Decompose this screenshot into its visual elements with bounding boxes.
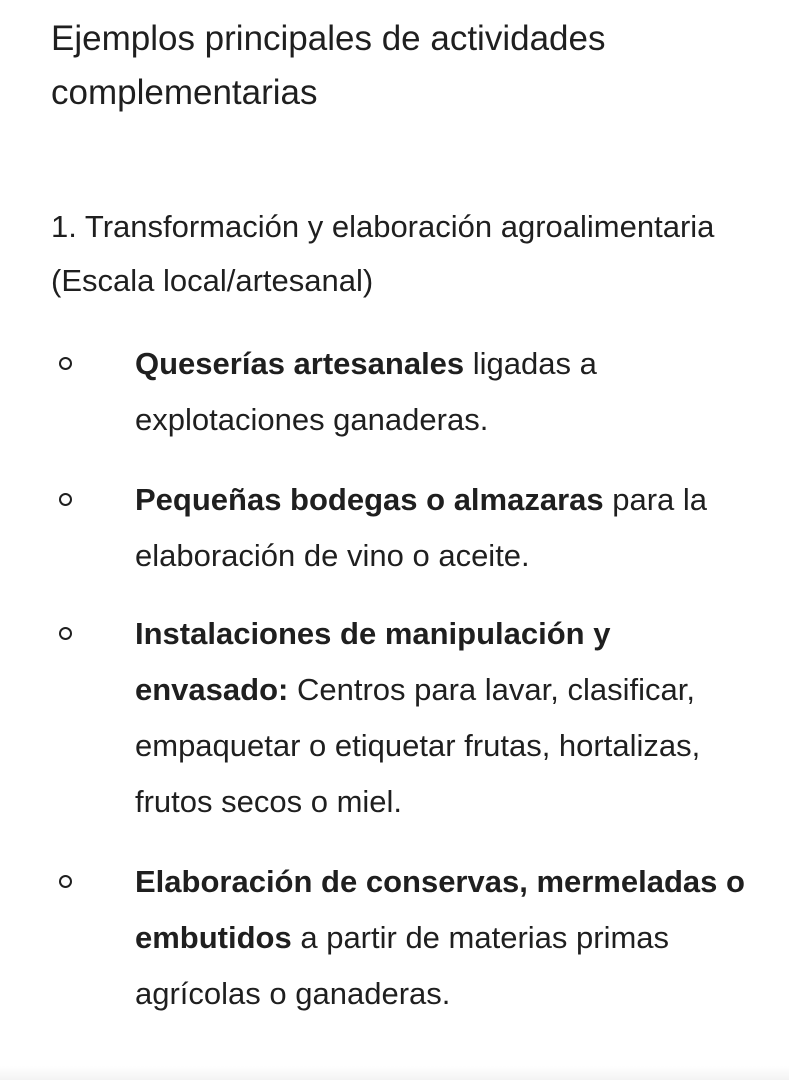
- list-item-bold: Elaboración de conservas, mermeladas o embutidos: [135, 864, 745, 955]
- section-title: 1. Transformación y elaboración agroalimentaria (Escala local/artesanal): [51, 209, 715, 298]
- hollow-circle-bullet-icon: [59, 627, 72, 640]
- list-item-body: a partir de materias primas agrícolas o ganaderas.: [135, 920, 670, 1011]
- list-item-body: ligadas a explotaciones ganaderas.: [135, 346, 597, 437]
- list-item-body: para la elaboración de vino o aceite.: [135, 482, 708, 573]
- list-item-body: Centros para lavar, clasificar, empaquetar o etiquetar frutas, hortalizas, frutos secos o miel.: [135, 672, 701, 819]
- list-item-bold: Queserías artesanales: [135, 346, 465, 381]
- list-item-bold: Instalaciones de manipulación y envasado:: [135, 616, 611, 707]
- hollow-circle-bullet-icon: [59, 357, 72, 370]
- hollow-circle-bullet-icon: [59, 875, 72, 888]
- list-item-text: [135, 472, 755, 584]
- list-item-text: [135, 854, 755, 1022]
- hollow-circle-bullet-icon: [59, 493, 72, 506]
- page-heading: Ejemplos principales de actividades complementarias: [51, 19, 606, 112]
- list-item-text: [135, 606, 755, 830]
- bottom-fade: [0, 1066, 789, 1080]
- list-item-bold: Pequeñas bodegas o almazaras: [135, 482, 604, 517]
- list-item-text: [135, 336, 755, 448]
